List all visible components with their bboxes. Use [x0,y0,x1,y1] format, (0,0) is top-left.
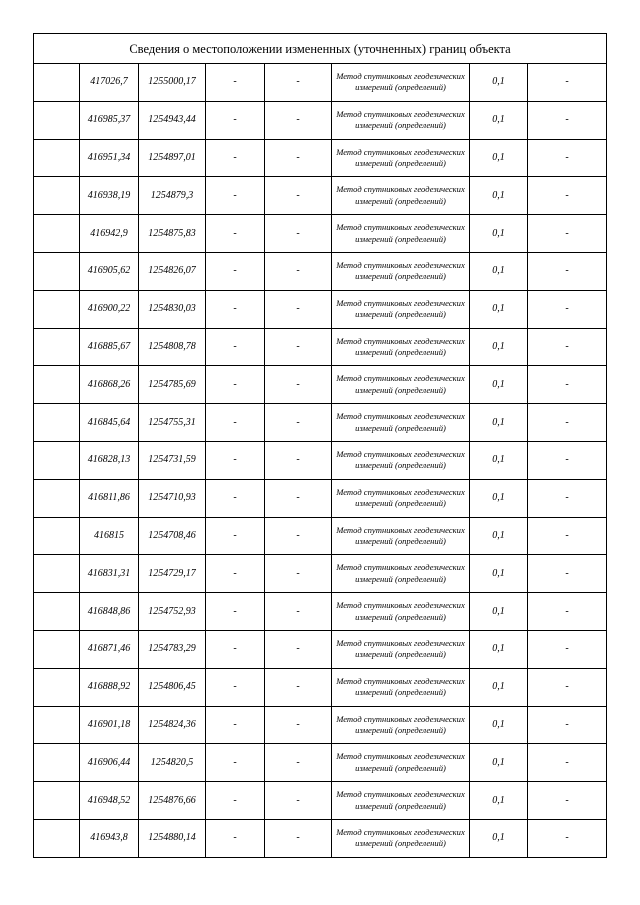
empty-value-cell: - [528,555,607,593]
method-cell: Метод спутниковых геодезических измерений (определений) [332,479,470,517]
empty-value-cell: - [265,290,332,328]
empty-value-cell: - [265,782,332,820]
empty-value-cell: - [206,252,265,290]
method-cell: Метод спутниковых геодезических измерений (определений) [332,744,470,782]
empty-value-cell: - [528,177,607,215]
empty-value-cell: - [265,668,332,706]
empty-value-cell: - [528,819,607,857]
empty-value-cell: - [206,479,265,517]
y-coordinate-cell: 1254879,3 [139,177,206,215]
accuracy-cell: 0,1 [470,819,528,857]
table-row [34,593,607,631]
empty-value-cell: - [528,366,607,404]
y-coordinate-cell: 1254876,66 [139,782,206,820]
empty-value-cell: - [265,706,332,744]
method-cell: Метод спутниковых геодезических измерений (определений) [332,252,470,290]
table-title-row [34,34,607,64]
method-cell: Метод спутниковых геодезических измерений (определений) [332,668,470,706]
empty-value-cell: - [265,441,332,479]
empty-value-cell: - [528,517,607,555]
x-coordinate-cell: 416985,37 [80,101,139,139]
accuracy-cell: 0,1 [470,64,528,102]
empty-value-cell: - [265,139,332,177]
empty-value-cell: - [206,555,265,593]
empty-value-cell: - [265,328,332,366]
empty-value-cell: - [206,593,265,631]
empty-value-cell: - [528,64,607,102]
accuracy-cell: 0,1 [470,366,528,404]
x-coordinate-cell: 416906,44 [80,744,139,782]
x-coordinate-cell: 416948,52 [80,782,139,820]
point-number-cell [34,290,80,328]
empty-value-cell: - [206,404,265,442]
empty-value-cell: - [528,404,607,442]
accuracy-cell: 0,1 [470,404,528,442]
empty-value-cell: - [528,101,607,139]
point-number-cell [34,404,80,442]
table-row [34,744,607,782]
method-cell: Метод спутниковых геодезических измерений (определений) [332,366,470,404]
table-row [34,479,607,517]
accuracy-cell: 0,1 [470,593,528,631]
table-row [34,252,607,290]
empty-value-cell: - [528,630,607,668]
table-row [34,517,607,555]
accuracy-cell: 0,1 [470,252,528,290]
x-coordinate-cell: 416901,18 [80,706,139,744]
empty-value-cell: - [206,290,265,328]
point-number-cell [34,441,80,479]
y-coordinate-cell: 1254880,14 [139,819,206,857]
y-coordinate-cell: 1254806,45 [139,668,206,706]
empty-value-cell: - [528,782,607,820]
empty-value-cell: - [265,404,332,442]
x-coordinate-cell: 416885,67 [80,328,139,366]
table-row [34,630,607,668]
accuracy-cell: 0,1 [470,290,528,328]
empty-value-cell: - [528,290,607,328]
y-coordinate-cell: 1254808,78 [139,328,206,366]
accuracy-cell: 0,1 [470,328,528,366]
accuracy-cell: 0,1 [470,555,528,593]
point-number-cell [34,177,80,215]
y-coordinate-cell: 1254729,17 [139,555,206,593]
empty-value-cell: - [528,668,607,706]
empty-value-cell: - [265,819,332,857]
empty-value-cell: - [528,328,607,366]
empty-value-cell: - [265,177,332,215]
point-number-cell [34,555,80,593]
accuracy-cell: 0,1 [470,517,528,555]
y-coordinate-cell: 1254824,36 [139,706,206,744]
empty-value-cell: - [206,101,265,139]
table-row [34,441,607,479]
y-coordinate-cell: 1254820,5 [139,744,206,782]
empty-value-cell: - [528,215,607,253]
x-coordinate-cell: 416888,92 [80,668,139,706]
x-coordinate-cell: 416848,86 [80,593,139,631]
x-coordinate-cell: 416868,26 [80,366,139,404]
empty-value-cell: - [206,744,265,782]
y-coordinate-cell: 1254710,93 [139,479,206,517]
table-row [34,555,607,593]
empty-value-cell: - [528,593,607,631]
table-row [34,139,607,177]
empty-value-cell: - [265,517,332,555]
point-number-cell [34,782,80,820]
method-cell: Метод спутниковых геодезических измерений (определений) [332,215,470,253]
empty-value-cell: - [206,328,265,366]
y-coordinate-cell: 1254755,31 [139,404,206,442]
method-cell: Метод спутниковых геодезических измерений (определений) [332,177,470,215]
table-row [34,668,607,706]
x-coordinate-cell: 416871,46 [80,630,139,668]
empty-value-cell: - [206,366,265,404]
y-coordinate-cell: 1254826,07 [139,252,206,290]
y-coordinate-cell: 1254830,03 [139,290,206,328]
y-coordinate-cell: 1254943,44 [139,101,206,139]
point-number-cell [34,706,80,744]
table-row [34,64,607,102]
method-cell: Метод спутниковых геодезических измерений (определений) [332,706,470,744]
y-coordinate-cell: 1254785,69 [139,366,206,404]
x-coordinate-cell: 416905,62 [80,252,139,290]
x-coordinate-cell: 416943,8 [80,819,139,857]
method-cell: Метод спутниковых геодезических измерений (определений) [332,593,470,631]
empty-value-cell: - [206,782,265,820]
empty-value-cell: - [528,441,607,479]
point-number-cell [34,668,80,706]
method-cell: Метод спутниковых геодезических измерений (определений) [332,290,470,328]
table-row [34,215,607,253]
point-number-cell [34,593,80,631]
empty-value-cell: - [206,64,265,102]
accuracy-cell: 0,1 [470,441,528,479]
accuracy-cell: 0,1 [470,630,528,668]
x-coordinate-cell: 417026,7 [80,64,139,102]
point-number-cell [34,328,80,366]
empty-value-cell: - [206,819,265,857]
empty-value-cell: - [265,366,332,404]
method-cell: Метод спутниковых геодезических измерений (определений) [332,517,470,555]
point-number-cell [34,517,80,555]
document-page [33,33,606,858]
x-coordinate-cell: 416828,13 [80,441,139,479]
accuracy-cell: 0,1 [470,744,528,782]
table-row [34,328,607,366]
method-cell: Метод спутниковых геодезических измерений (определений) [332,64,470,102]
method-cell: Метод спутниковых геодезических измерений (определений) [332,782,470,820]
method-cell: Метод спутниковых геодезических измерений (определений) [332,819,470,857]
table-row [34,404,607,442]
table-row [34,177,607,215]
empty-value-cell: - [265,744,332,782]
empty-value-cell: - [528,479,607,517]
point-number-cell [34,366,80,404]
method-cell: Метод спутниковых геодезических измерений (определений) [332,101,470,139]
point-number-cell [34,479,80,517]
x-coordinate-cell: 416845,64 [80,404,139,442]
empty-value-cell: - [206,517,265,555]
empty-value-cell: - [265,555,332,593]
x-coordinate-cell: 416942,9 [80,215,139,253]
y-coordinate-cell: 1254783,29 [139,630,206,668]
method-cell: Метод спутниковых геодезических измерений (определений) [332,555,470,593]
accuracy-cell: 0,1 [470,215,528,253]
accuracy-cell: 0,1 [470,177,528,215]
point-number-cell [34,64,80,102]
empty-value-cell: - [265,630,332,668]
point-number-cell [34,215,80,253]
y-coordinate-cell: 1254731,59 [139,441,206,479]
accuracy-cell: 0,1 [470,706,528,744]
table-row [34,290,607,328]
accuracy-cell: 0,1 [470,139,528,177]
y-coordinate-cell: 1254897,01 [139,139,206,177]
empty-value-cell: - [206,215,265,253]
empty-value-cell: - [206,139,265,177]
point-number-cell [34,819,80,857]
table-title: Сведения о местоположении измененных (уточненных) границ объекта [34,34,607,64]
point-number-cell [34,744,80,782]
accuracy-cell: 0,1 [470,668,528,706]
method-cell: Метод спутниковых геодезических измерений (определений) [332,139,470,177]
method-cell: Метод спутниковых геодезических измерений (определений) [332,404,470,442]
accuracy-cell: 0,1 [470,479,528,517]
accuracy-cell: 0,1 [470,101,528,139]
empty-value-cell: - [265,252,332,290]
empty-value-cell: - [265,479,332,517]
point-number-cell [34,252,80,290]
empty-value-cell: - [528,252,607,290]
empty-value-cell: - [206,441,265,479]
empty-value-cell: - [206,668,265,706]
table-row [34,706,607,744]
y-coordinate-cell: 1254708,46 [139,517,206,555]
empty-value-cell: - [528,744,607,782]
empty-value-cell: - [265,101,332,139]
x-coordinate-cell: 416951,34 [80,139,139,177]
y-coordinate-cell: 1254875,83 [139,215,206,253]
boundary-table [33,33,607,858]
table-row [34,101,607,139]
empty-value-cell: - [206,706,265,744]
empty-value-cell: - [265,64,332,102]
y-coordinate-cell: 1255000,17 [139,64,206,102]
table-row [34,819,607,857]
table-row [34,782,607,820]
empty-value-cell: - [528,139,607,177]
empty-value-cell: - [206,630,265,668]
point-number-cell [34,139,80,177]
y-coordinate-cell: 1254752,93 [139,593,206,631]
point-number-cell [34,101,80,139]
x-coordinate-cell: 416938,19 [80,177,139,215]
method-cell: Метод спутниковых геодезических измерений (определений) [332,328,470,366]
table-row [34,366,607,404]
empty-value-cell: - [528,706,607,744]
x-coordinate-cell: 416815 [80,517,139,555]
empty-value-cell: - [265,215,332,253]
method-cell: Метод спутниковых геодезических измерений (определений) [332,630,470,668]
method-cell: Метод спутниковых геодезических измерений (определений) [332,441,470,479]
x-coordinate-cell: 416811,86 [80,479,139,517]
point-number-cell [34,630,80,668]
accuracy-cell: 0,1 [470,782,528,820]
empty-value-cell: - [206,177,265,215]
empty-value-cell: - [265,593,332,631]
x-coordinate-cell: 416900,22 [80,290,139,328]
x-coordinate-cell: 416831,31 [80,555,139,593]
